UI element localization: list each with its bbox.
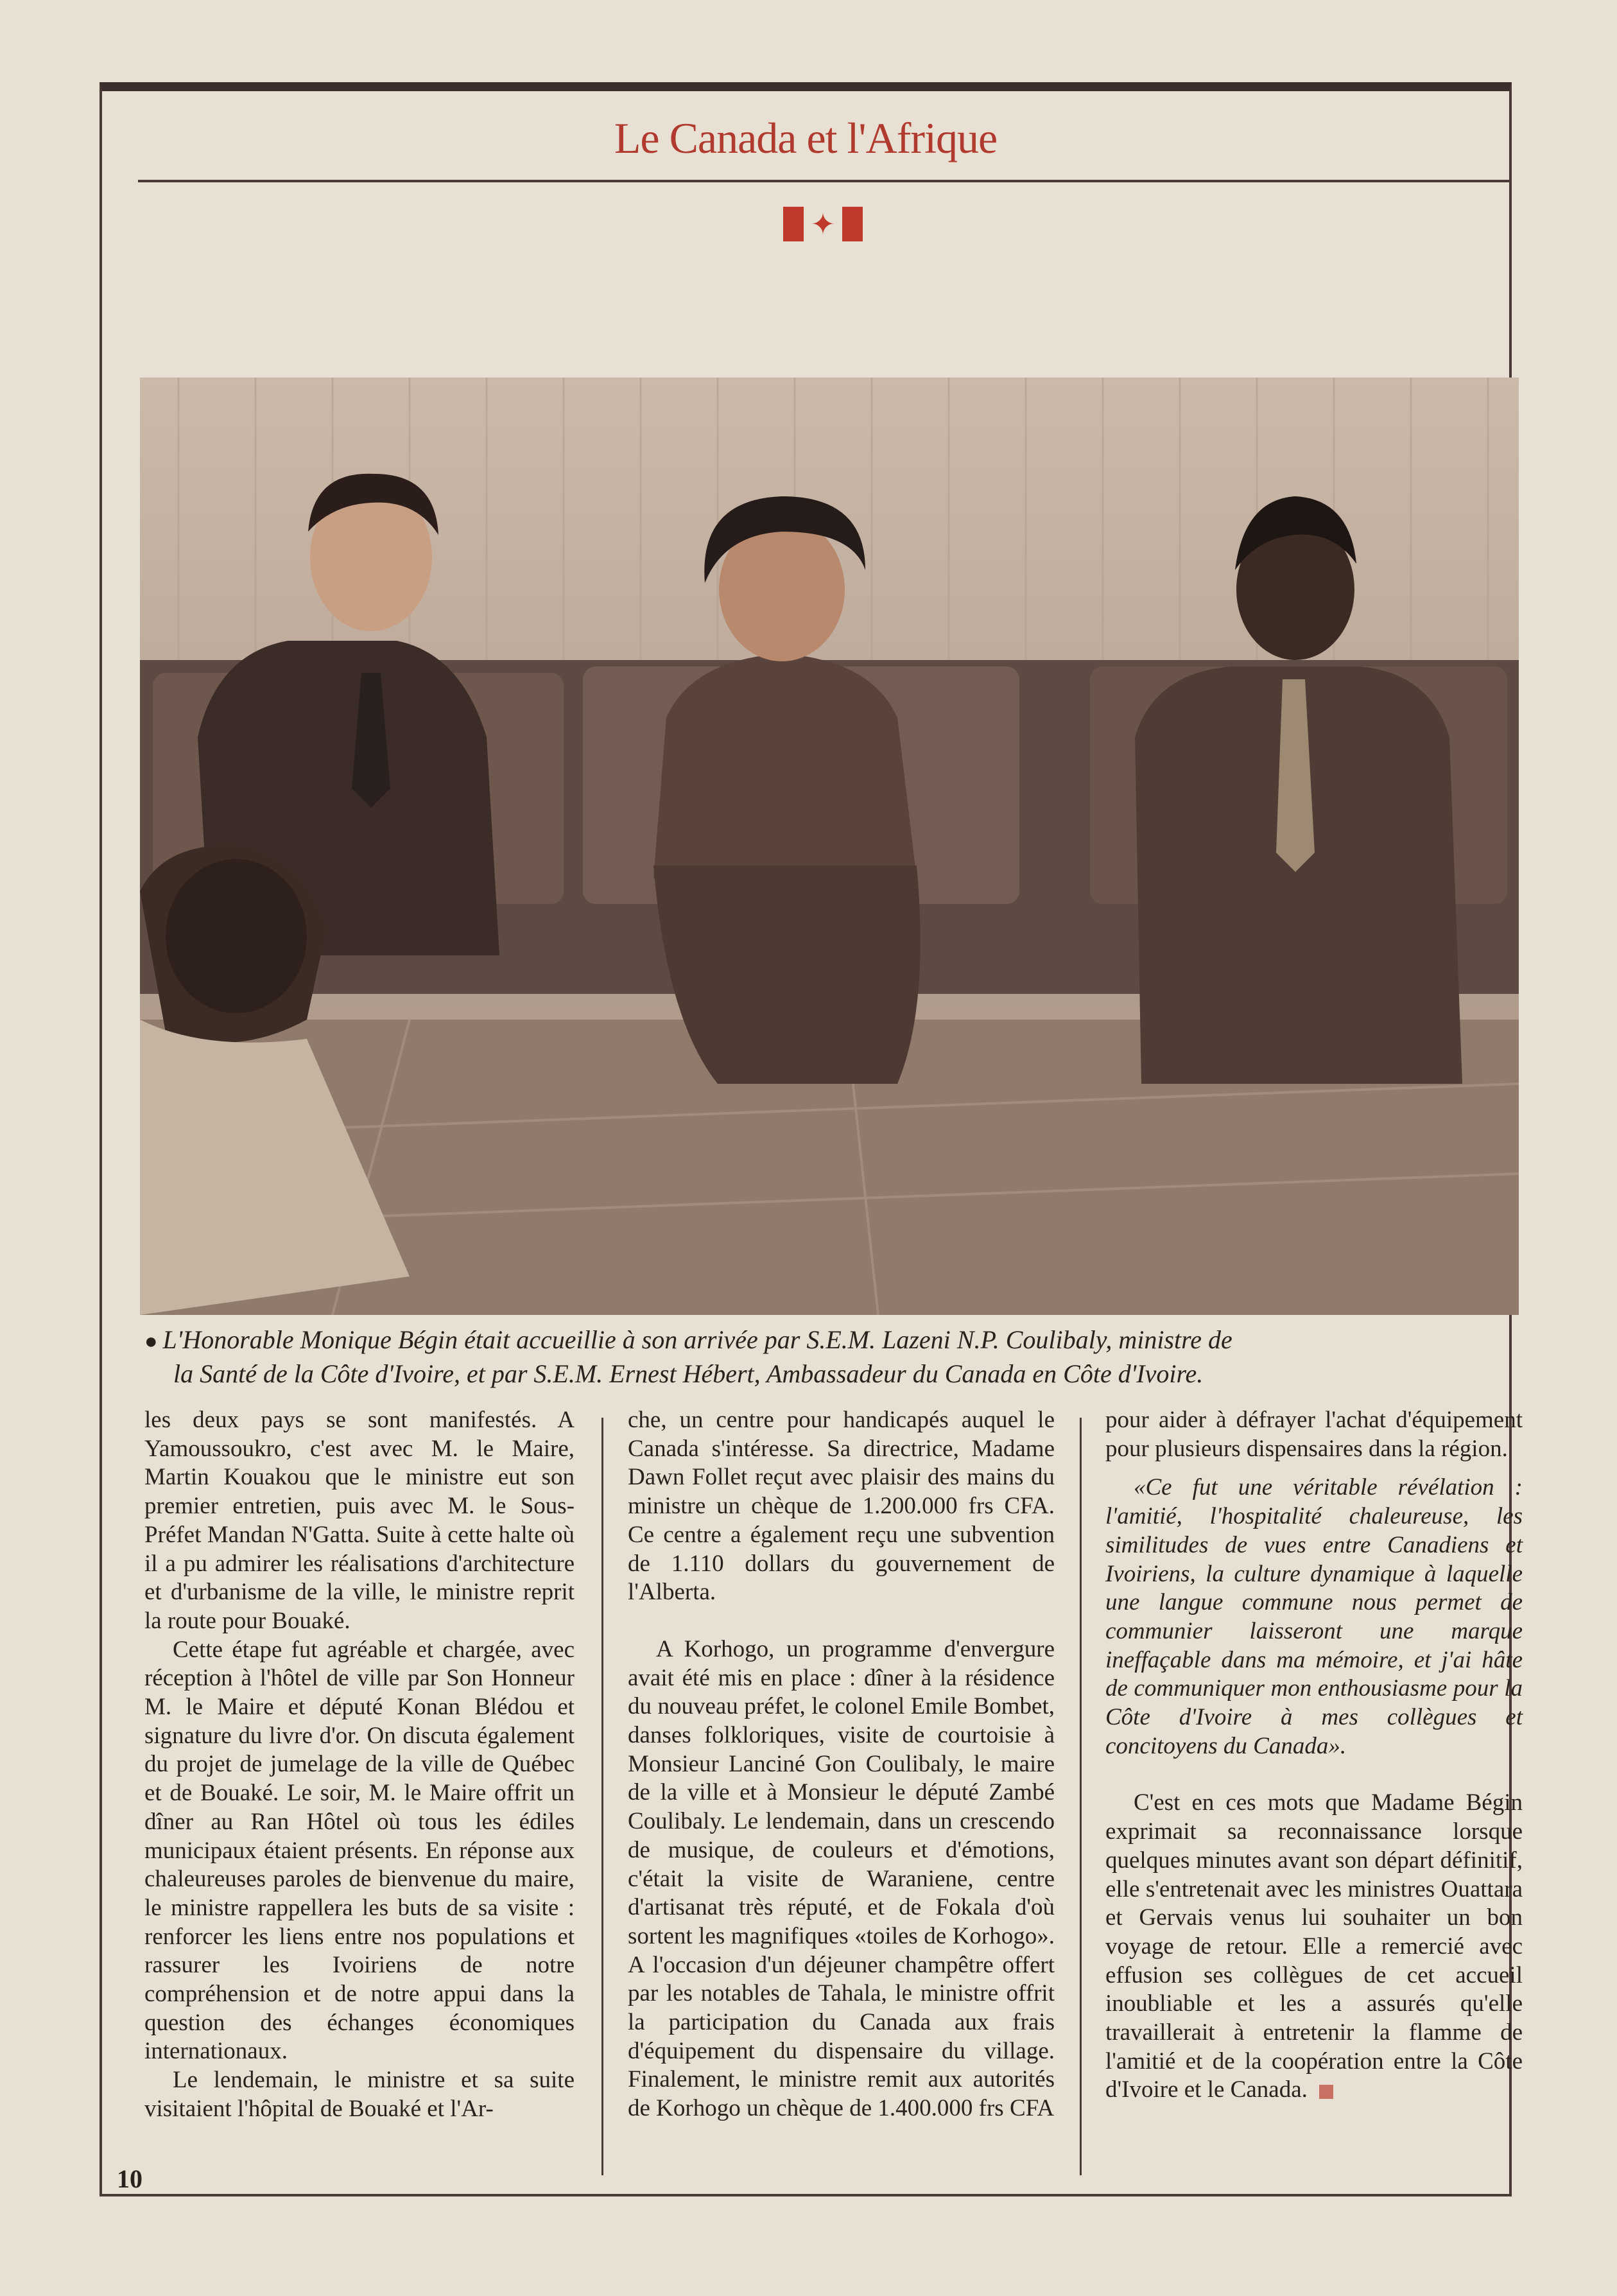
column-divider	[1080, 1418, 1082, 2175]
article-column-3	[1105, 1406, 1523, 2105]
bullet-icon: ●	[144, 1330, 158, 1353]
caption-line-1: L'Honorable Monique Bégin était accueillie à son arrivée par S.E.M. Lazeni N.P. Coulibaly, ministre de	[162, 1325, 1232, 1354]
article-photo	[140, 378, 1519, 1315]
canada-flag-icon	[783, 207, 863, 241]
paragraph: pour aider à défrayer l'achat d'équipement pour plusieurs dispensaires dans la région.	[1105, 1407, 1523, 1462]
page-number: 10	[117, 2164, 143, 2193]
paragraph: Cette étape fut agréable et chargée, avec réception à l'hôtel de ville par Son Honneur M. le Maire et député Konan Blédou et signature du livre d'or. On discuta également du projet de jumelage de la ville de Québec et de Bouaké. Le soir, M. le Maire offrit un dîner au Ran Hôtel où tous les édiles municipaux étaient présents. En réponse aux chaleureuses paroles de bienvenue du maire, le ministre rappellera les buts de sa visite : renforcer les liens entre nos populations et rassurer les Ivoiriens de notre compréhension et de notre appui dans la question des échanges économiques internationaux.	[144, 1636, 575, 2065]
flag-bar-right	[842, 207, 863, 241]
title-rule	[138, 180, 1512, 182]
maple-leaf-icon: ✦	[810, 207, 836, 241]
article-column-2	[628, 1406, 1055, 2123]
paragraph: A Korhogo, un programme d'envergure avait été mis en place : dîner à la résidence du nouveau préfet, le colonel Emile Bombet, danses folkloriques, visite de courtoisie à Monsieur Lanciné Gon Coulibaly, le maire de la ville et à Monsieur le député Zambé Coulibaly. Le lendemain, dans un crescendo de musique, de couleurs et d'émotions, c'était la visite de Waraniene, centre d'artisanat très réputé, et de Fokala d'où sortent les magnifiques «toiles de Korhogo». A l'occasion d'un déjeuner champêtre offert par les notables de Tahala, le ministre offrit la participation du Canada aux frais d'équipement du dispensaire du village. Finalement, le ministre remit aux autorités de Korhogo un chèque de 1.400.000 frs CFA	[628, 1635, 1055, 2122]
end-mark-icon	[1319, 2085, 1333, 2099]
flag-bar-left	[783, 207, 804, 241]
quote-paragraph: «Ce fut une véritable révélation : l'amitié, l'hospitalité chaleureuse, les similitudes de vues entre Canadiens et Ivoiriens, la culture dynamique à laquelle une langue commune nous permet de communier laisseront une marque ineffaçable dans ma mémoire, et j'ai hâte de communiquer mon enthousiasme pour la Côte d'Ivoire à mes collègues et concitoyens du Canada».	[1105, 1474, 1523, 1759]
article-column-1	[144, 1406, 575, 2124]
column-divider	[601, 1418, 603, 2175]
paragraph: les deux pays se sont manifestés. A Yamoussoukro, c'est avec M. le Maire, Martin Kouakou que le ministre eut son premier entretien, puis avec M. le Sous-Préfet Mandan N'Gatta. Suite à cette halte où il a pu admirer les réalisations d'architecture et d'urbanisme de la ville, le ministre reprit la route pour Bouaké.	[144, 1407, 575, 1634]
closing-text: C'est en ces mots que Madame Bégin exprimait sa reconnaissance lorsque quelques minutes avant son départ définitif, elle s'entretenait avec les ministres Ouattara et Gervais venus lui souhaiter un bon voyage de retour. Elle a remercié avec effusion ses collègues de cet accueil inoubliable et les a assurés qu'elle travaillerait à entretenir la flamme de l'amitié et de la coopération entre la Côte d'Ivoire et le Canada.	[1105, 1789, 1523, 2103]
paragraph: Le lendemain, le ministre et sa suite visitaient l'hôpital de Bouaké et l'Ar-	[144, 2067, 575, 2122]
photo-caption	[144, 1324, 1454, 1390]
paragraph: che, un centre pour handicapés auquel le Canada s'intéresse. Sa directrice, Madame Dawn Follet reçut avec plaisir des mains du ministre un chèque de 1.200.000 frs CFA. Ce centre a également reçu une subvention de 1.110 dollars du gouvernement de l'Alberta.	[628, 1407, 1055, 1606]
magazine-title: Le Canada et l'Afrique	[614, 114, 998, 162]
caption-line-2: la Santé de la Côte d'Ivoire, et par S.E.M. Ernest Hébert, Ambassadeur du Canada en Côte d'Ivoire.	[173, 1359, 1204, 1388]
paragraph	[1105, 1789, 1523, 2105]
